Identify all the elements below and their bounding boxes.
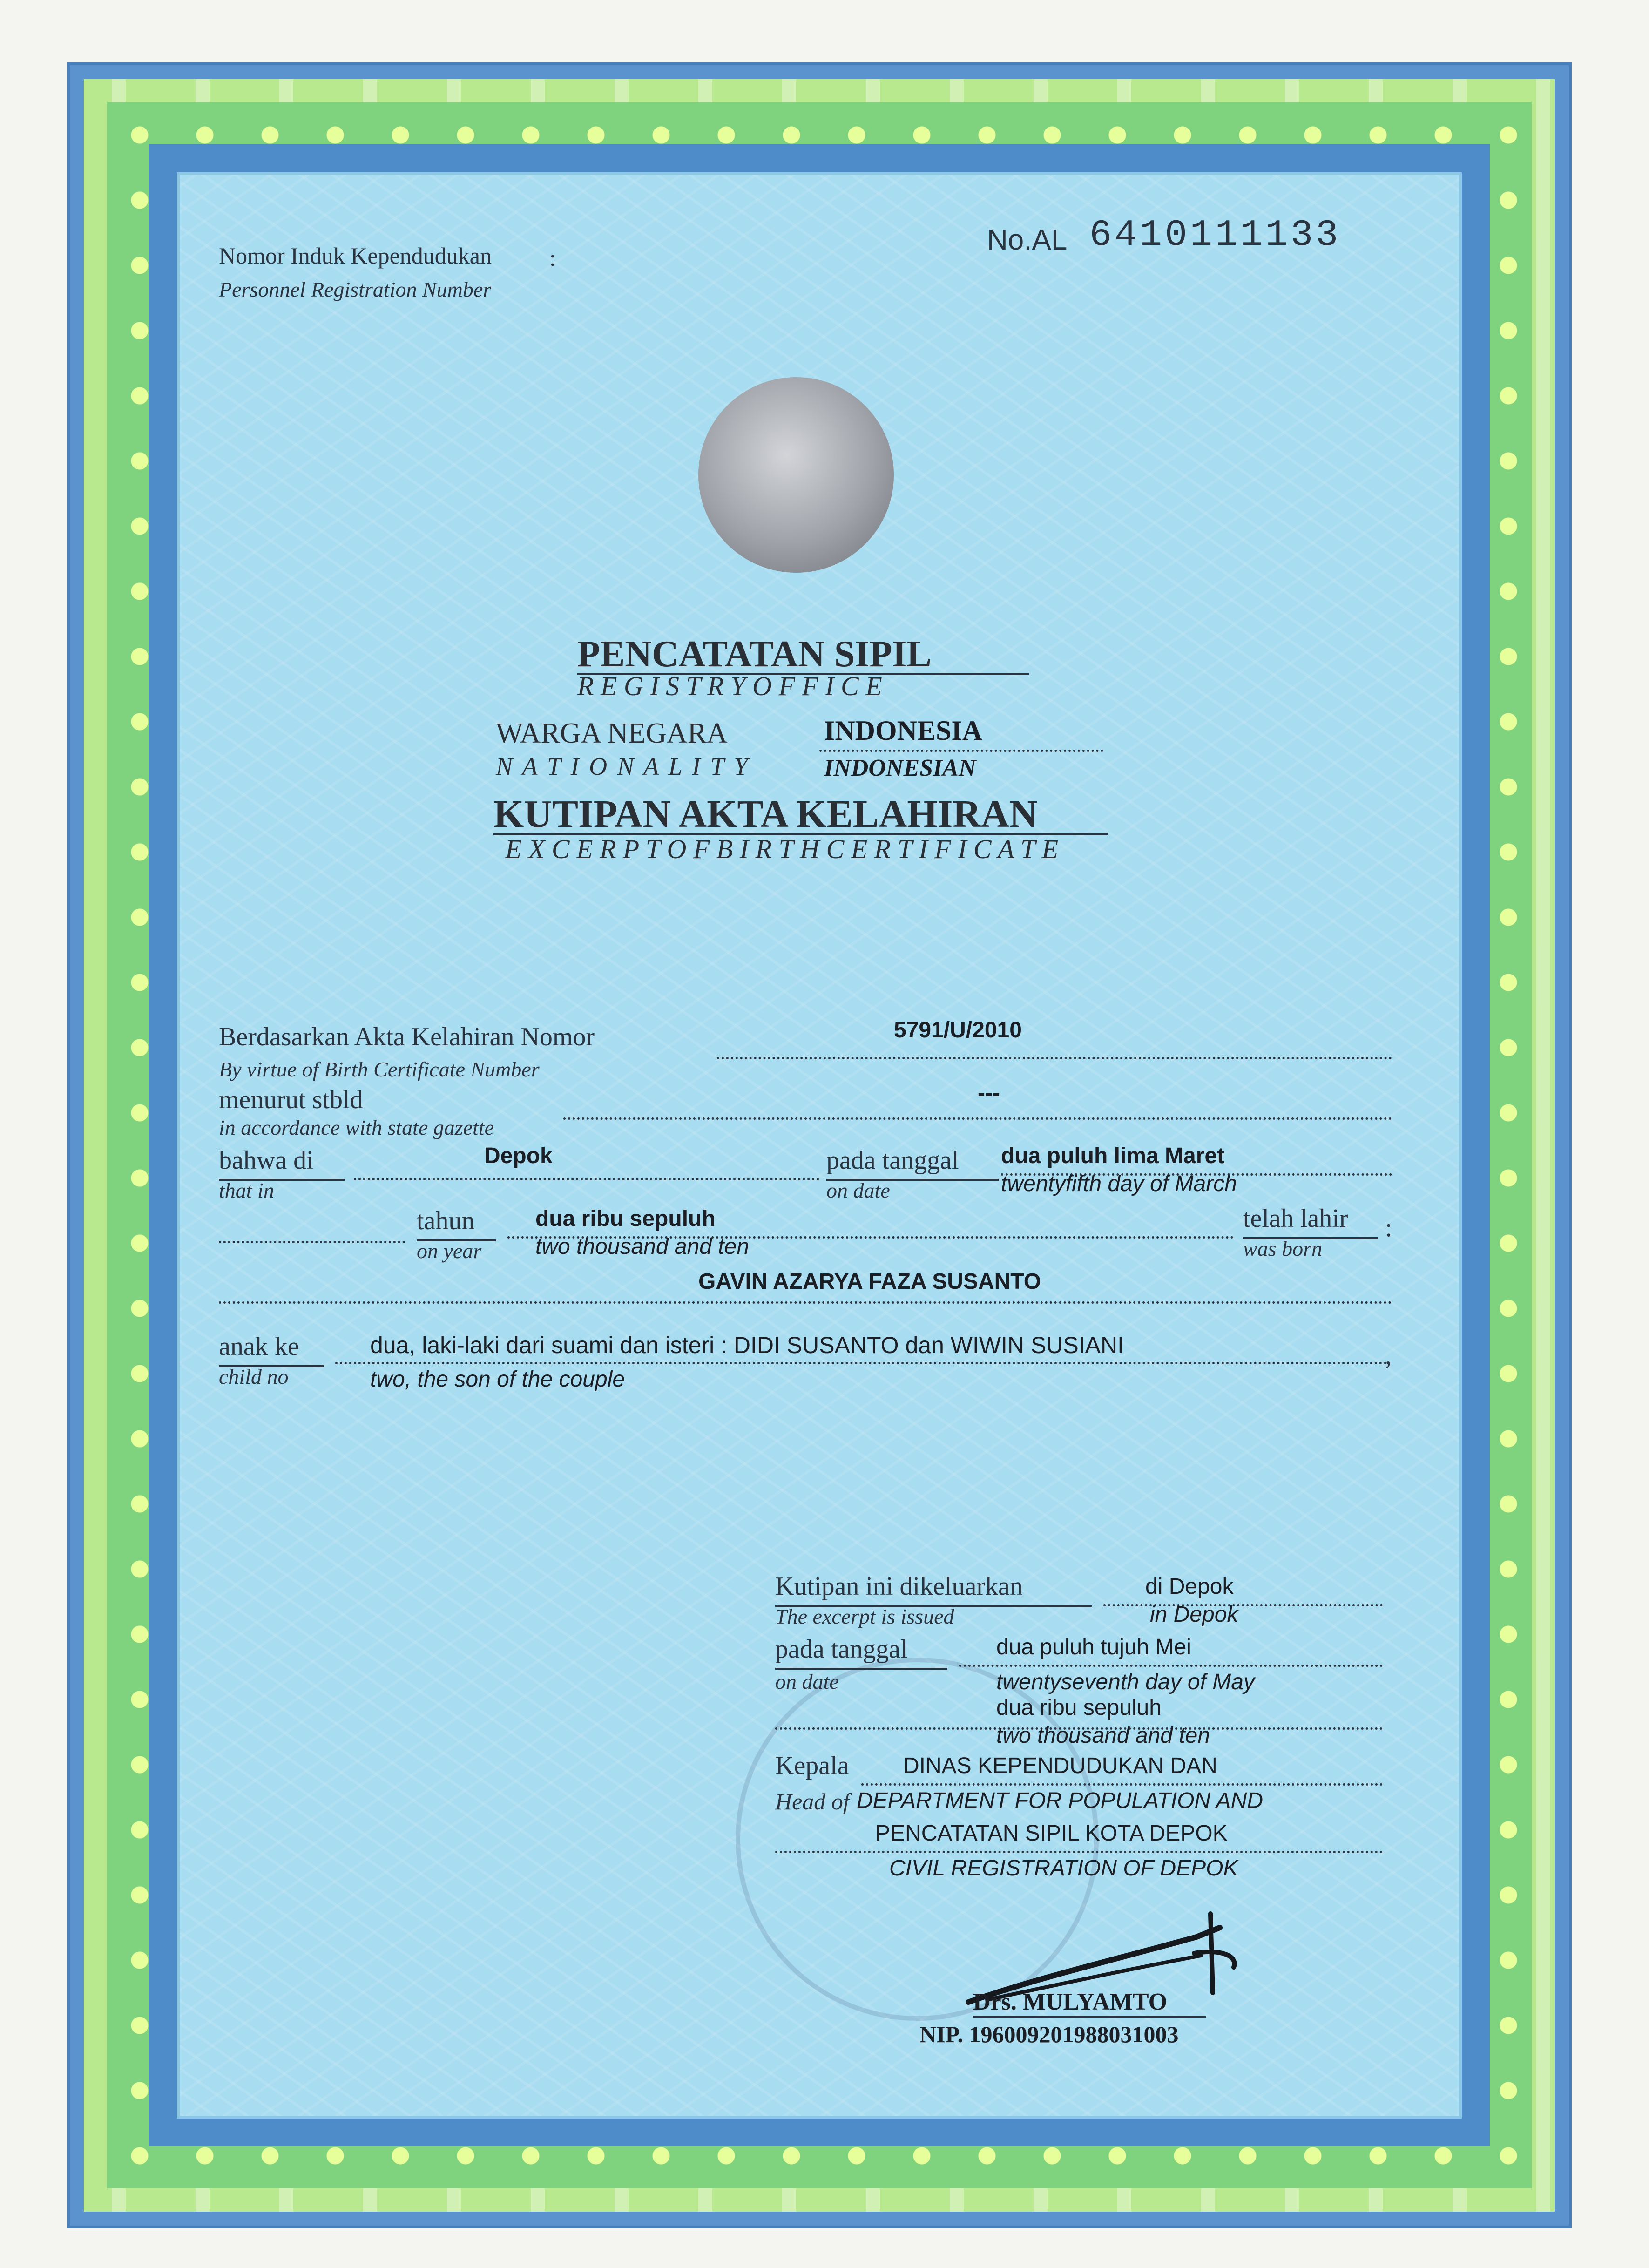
department-line-2-dots xyxy=(775,1851,1383,1853)
nik-label-en: Personnel Registration Number xyxy=(219,278,492,301)
issued-dots xyxy=(1103,1604,1383,1606)
department-line-1: DINAS KEPENDUDUKAN DAN xyxy=(903,1753,1217,1778)
stbld-dots xyxy=(563,1117,1392,1120)
registry-office-title: PENCATATAN SIPIL xyxy=(577,634,932,675)
born-label: telah lahir xyxy=(1243,1204,1348,1233)
place-label-en: that in xyxy=(219,1178,274,1202)
cert-number-dots xyxy=(717,1057,1392,1059)
born-label-en: was born xyxy=(1243,1237,1322,1260)
place-dots xyxy=(354,1178,819,1180)
nationality-dots xyxy=(819,750,1103,752)
signer-name: Drs. MULYAMTO xyxy=(973,1989,1168,2015)
year-value-en: two thousand and ten xyxy=(535,1234,750,1259)
place-value: Depok xyxy=(484,1144,553,1168)
nationality-value-en: INDONESIAN xyxy=(824,755,976,781)
document-title: KUTIPAN AKTA KELAHIRAN xyxy=(493,792,1038,836)
birth-date-label: pada tanggal xyxy=(826,1146,959,1175)
signer-rule xyxy=(973,2016,1206,2018)
serial-prefix: No.AL xyxy=(987,224,1068,256)
department-line-2-en: CIVIL REGISTRATION OF DEPOK xyxy=(889,1856,1238,1881)
serial-number: 6410111133 xyxy=(1089,214,1341,257)
child-order-value-en: two, the son of the couple xyxy=(370,1367,625,1392)
nik-label: Nomor Induk Kependudukan xyxy=(219,243,492,269)
issue-date-label: pada tanggal xyxy=(775,1635,908,1664)
issue-date-dots xyxy=(959,1665,1383,1667)
department-line-2: PENCATATAN SIPIL KOTA DEPOK xyxy=(875,1821,1228,1846)
department-line-1-en: DEPARTMENT FOR POPULATION AND xyxy=(857,1788,1263,1813)
issued-label: Kutipan ini dikeluarkan xyxy=(775,1572,1023,1601)
signer-nip: NIP. 196009201988031003 xyxy=(919,2021,1179,2047)
child-order-value: dua, laki-laki dari suami dan isteri : DIDI SUSANTO dan WIWIN SUSIANI xyxy=(370,1332,1124,1358)
place-label: bahwa di xyxy=(219,1146,314,1175)
stbld-value: --- xyxy=(978,1081,1000,1105)
year-leading-dots xyxy=(219,1241,405,1243)
cert-number-label-en: By virtue of Birth Certificate Number xyxy=(219,1057,540,1081)
issued-value-en: in Depok xyxy=(1150,1602,1238,1627)
issue-date-value-en: twentyseventh day of May xyxy=(996,1670,1255,1694)
nationality-value: INDONESIA xyxy=(824,715,983,746)
document-subtitle: E X C E R P T O F B I R T H C E R T I F I C A T E xyxy=(505,834,1059,864)
cert-number-label: Berdasarkan Akta Kelahiran Nomor xyxy=(219,1022,595,1051)
birth-date-value-en: twentyfifth day of March xyxy=(1001,1171,1237,1196)
child-order-tail: , xyxy=(1385,1341,1392,1370)
head-label: Kepala xyxy=(775,1751,849,1780)
child-order-label: anak ke xyxy=(219,1332,299,1361)
birth-date-label-en: on date xyxy=(826,1178,890,1202)
issue-year-value-en: two thousand and ten xyxy=(996,1723,1210,1748)
cert-number-value: 5791/U/2010 xyxy=(894,1018,1022,1043)
stbld-label-en: in accordance with state gazette xyxy=(219,1116,494,1139)
born-colon: : xyxy=(1385,1213,1392,1242)
hologram-seal xyxy=(698,377,894,573)
issue-date-label-en: on date xyxy=(775,1670,839,1693)
issue-date-value: dua puluh tujuh Mei xyxy=(996,1635,1191,1659)
nik-colon: : xyxy=(549,245,556,271)
issue-year-value: dua ribu sepuluh xyxy=(996,1695,1162,1720)
child-order-label-en: child no xyxy=(219,1365,289,1388)
nationality-label-en: N A T I O N A L I T Y xyxy=(496,752,750,780)
issued-value: di Depok xyxy=(1145,1574,1234,1599)
year-label: tahun xyxy=(417,1206,475,1235)
birth-date-value: dua puluh lima Maret xyxy=(1001,1144,1225,1168)
stbld-label: menurut stbld xyxy=(219,1085,363,1114)
child-name: GAVIN AZARYA FAZA SUSANTO xyxy=(698,1269,1041,1294)
nationality-label: WARGA NEGARA xyxy=(496,718,728,749)
registry-office-subtitle: R E G I S T R Y O F F I C E xyxy=(577,671,882,701)
child-name-dots xyxy=(219,1301,1392,1304)
department-line-1-dots xyxy=(861,1783,1383,1786)
issued-label-en: The excerpt is issued xyxy=(775,1605,954,1628)
year-value: dua ribu sepuluh xyxy=(535,1206,716,1231)
head-label-en: Head of xyxy=(775,1788,850,1814)
child-order-dots xyxy=(335,1362,1387,1364)
year-label-en: on year xyxy=(417,1239,482,1263)
